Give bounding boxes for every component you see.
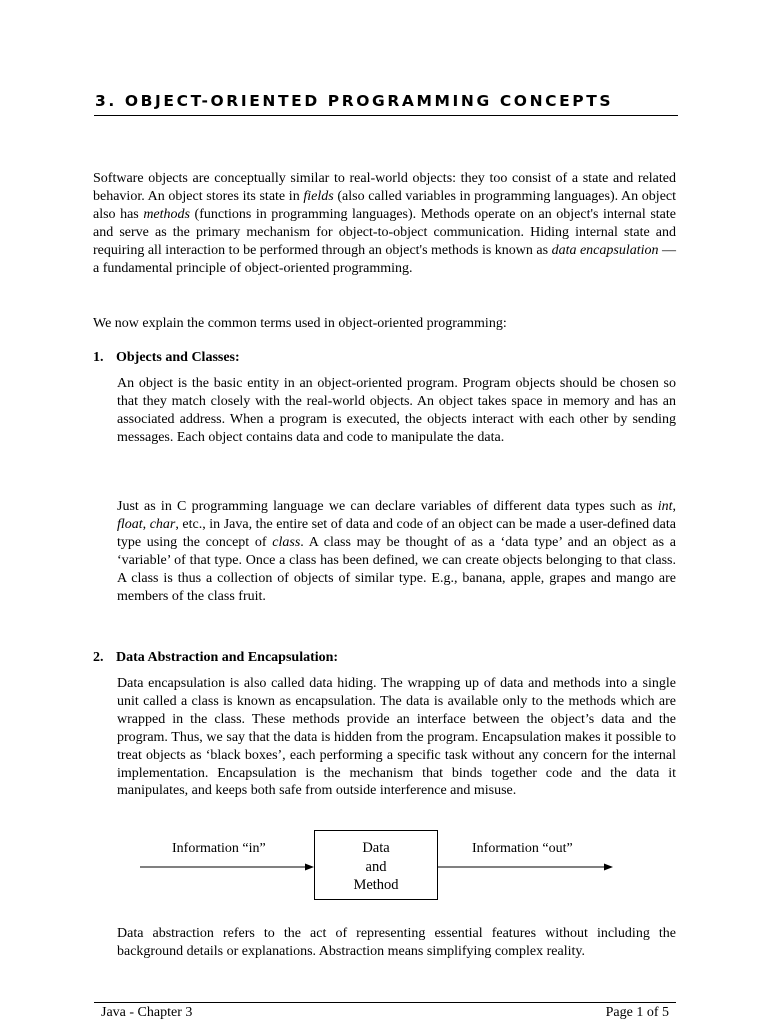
information-in-label: Information “in”: [172, 841, 266, 856]
input-arrowhead: [305, 864, 314, 871]
encapsulation-paragraph: Data encapsulation is also called data hiding. The wrapping up of data and methods into a single unit called a class is known as encapsulation. The data is available only to the methods which are wrapped in the class. These methods provide an interface between the object’s data and the program. Thus, we say that the data is hidden from the program. Encapsulation makes it possible to treat objects as ‘black boxes’, each performing a specific task without any concern for the internal implementation. Encapsulation is the mechanism that binds together code and the data it manipulates, and keeps both safe from outside interference and misuse.: [117, 676, 676, 799]
footer-page-number: Page 1 of 5: [605, 1005, 669, 1020]
section-heading-abstraction-encapsulation: 2. Data Abstraction and Encapsulation:: [93, 650, 339, 665]
fields-term: fields: [303, 188, 334, 204]
output-arrowhead: [604, 864, 613, 871]
lead-paragraph: We now explain the common terms used in object-oriented programming:: [93, 316, 507, 331]
objects-paragraph: An object is the basic entity in an object-oriented program. Program objects should be chosen so that they match closely with the real-world objects. An object takes space in memory and has an associated address. When a program is executed, the objects interact with each other by sending messages. Each object contains data and code to manipulate the data.: [117, 376, 676, 445]
page-title: 3. OBJECT-ORIENTED PROGRAMMING CONCEPTS: [95, 92, 614, 110]
abstraction-paragraph: Data abstraction refers to the act of representing essential features without including the background details or explanations. Abstraction means simplifying complex reality.: [117, 926, 676, 959]
title-underline: [94, 115, 678, 116]
section-heading-objects-classes: 1. Objects and Classes:: [93, 350, 240, 365]
information-out-label: Information “out”: [472, 841, 573, 856]
encapsulation-diagram: [0, 825, 768, 905]
data-method-box: Data and Method: [314, 830, 438, 900]
classes-paragraph: Just as in C programming language we can declare variables of different data types such as int, float, char, etc., in Java, the entire set of data and code of an object can be made a user-defined data type using the concept of class. A class may be thought of as a ‘data type’ and an object as a ‘variable’ of that type. Once a class has been defined, we can create objects belonging to that class. A class is thus a collection of objects of similar type. E.g., banana, apple, grapes and mango are members of the class fruit.: [117, 499, 677, 604]
methods-term: methods: [143, 206, 190, 222]
footer-rule: [94, 1002, 676, 1003]
intro-paragraph: Software objects are conceptually similar to real-world objects: they too consist of a state and related behavior. An object stores its state in fields (also called variables in programming languages). An object also has methods (functions in programming languages). Methods operate on an object's internal state and serve as the primary mechanism for object-to-object communication. Hiding internal state and requiring all interaction to be performed through an object's methods is known as data encapsulation — a fundamental principle of object-oriented programming.: [93, 171, 677, 276]
footer-chapter: Java - Chapter 3: [101, 1005, 193, 1020]
data-encapsulation-term: data encapsulation: [551, 242, 659, 258]
